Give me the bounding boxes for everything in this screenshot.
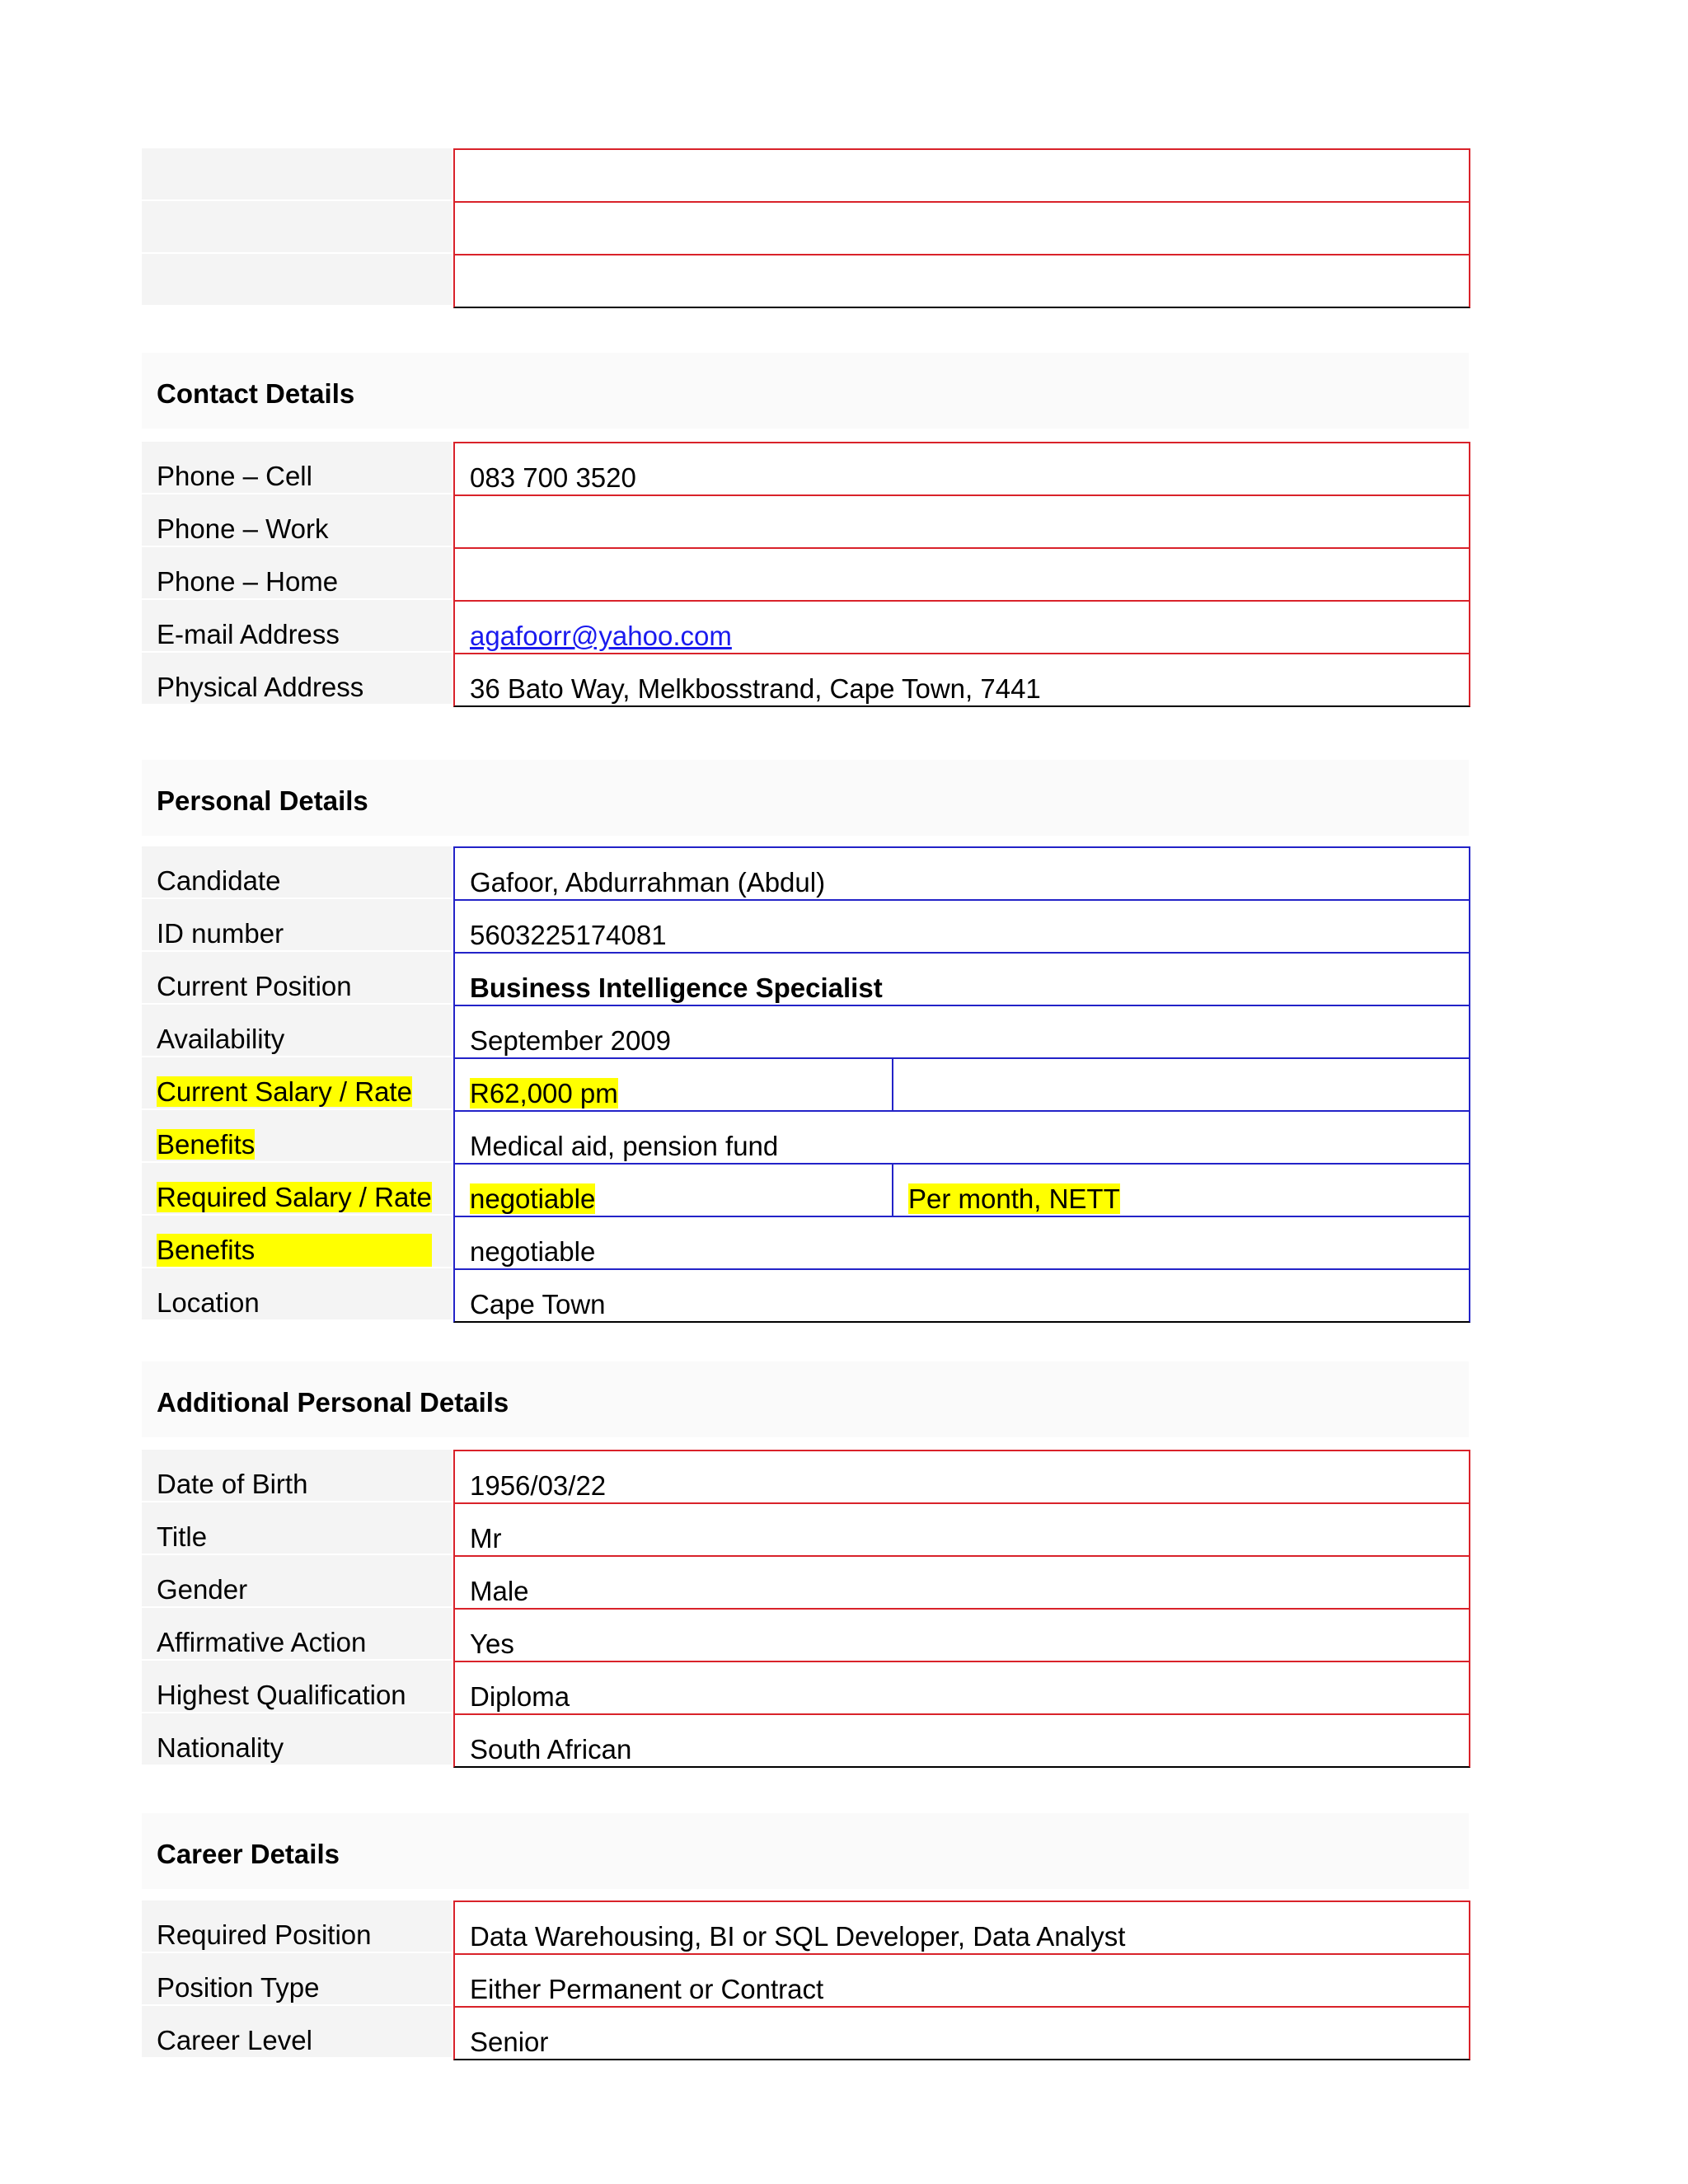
- row-value: [453, 201, 1470, 254]
- required-salary-value: [453, 1163, 893, 1216]
- personal-details-heading: Personal Details: [157, 785, 368, 816]
- table-row: [142, 547, 1472, 600]
- additional-details-table: [142, 1450, 1472, 1766]
- row-label: Date of Birth: [142, 1450, 452, 1501]
- row-label: [142, 148, 452, 199]
- row-label: [142, 254, 452, 305]
- candidate-value: Gafoor, Abdurrahman (Abdul): [453, 846, 1470, 899]
- table-row: [142, 1713, 1472, 1766]
- section-title-background: [142, 1813, 1469, 1889]
- affirmative-action-value: Yes: [453, 1608, 1470, 1661]
- row-label: Availability: [142, 1005, 452, 1056]
- table-row: [142, 254, 1472, 307]
- table-row: [142, 1216, 1472, 1268]
- row-label: [142, 201, 452, 252]
- current-position-value: Business Intelligence Specialist: [453, 952, 1470, 1005]
- career-level-value: Senior: [453, 2006, 1470, 2060]
- phone-home-value: [453, 547, 1470, 600]
- phone-work-value: [453, 494, 1470, 547]
- phone-cell-value: 083 700 3520: [453, 442, 1470, 494]
- table-row: [142, 899, 1472, 952]
- highlighted-label: Benefits: [157, 1234, 432, 1267]
- row-label: Physical Address: [142, 653, 452, 704]
- table-row: [142, 1608, 1472, 1661]
- personal-details-table: [142, 846, 1472, 1321]
- table-row: [142, 653, 1472, 705]
- table-row: [142, 1502, 1472, 1555]
- row-label: Gender: [142, 1555, 452, 1606]
- row-label: Affirmative Action: [142, 1608, 452, 1659]
- table-row: [142, 1005, 1472, 1057]
- table-row: [142, 1057, 1472, 1110]
- table-row: [142, 1900, 1472, 1953]
- row-label: Phone – Work: [142, 494, 452, 546]
- location-value: Cape Town: [453, 1268, 1470, 1323]
- current-salary-value: [453, 1057, 893, 1110]
- highest-qualification-value: Diploma: [453, 1661, 1470, 1713]
- table-row: [142, 846, 1472, 899]
- top-table: [142, 148, 1472, 307]
- row-label: E-mail Address: [142, 600, 452, 651]
- date-of-birth-value: 1956/03/22: [453, 1450, 1470, 1502]
- additional-details-heading: Additional Personal Details: [157, 1387, 509, 1418]
- table-row: [142, 201, 1472, 254]
- row-value: [453, 148, 1470, 201]
- table-row: [142, 442, 1472, 494]
- required-position-value: Data Warehousing, BI or SQL Developer, Data Analyst: [453, 1900, 1470, 1953]
- highlighted-label: Current Salary / Rate: [157, 1076, 412, 1107]
- row-label: Required Position: [142, 1900, 452, 1952]
- required-benefits-value: negotiable: [453, 1216, 1470, 1268]
- row-label: Position Type: [142, 1953, 452, 2004]
- row-value: [453, 254, 1470, 308]
- highlighted-value: R62,000 pm: [470, 1078, 618, 1108]
- availability-value: September 2009: [453, 1005, 1470, 1057]
- career-details-heading: Career Details: [157, 1839, 340, 1869]
- nationality-value: South African: [453, 1713, 1470, 1768]
- table-row: [142, 2006, 1472, 2059]
- table-row: [142, 1110, 1472, 1163]
- row-label: Phone – Home: [142, 547, 452, 598]
- contact-details-heading: Contact Details: [157, 378, 355, 409]
- highlighted-value: negotiable: [470, 1183, 596, 1214]
- row-label: Phone – Cell: [142, 442, 452, 493]
- table-row: [142, 494, 1472, 547]
- physical-address-value: 36 Bato Way, Melkbosstrand, Cape Town, 7441: [453, 653, 1470, 707]
- table-row: [142, 1268, 1472, 1321]
- row-label: [142, 1163, 452, 1214]
- row-label: [142, 1216, 452, 1267]
- row-label: Nationality: [142, 1713, 452, 1765]
- title-value: Mr: [453, 1502, 1470, 1555]
- highlighted-label: Benefits: [157, 1129, 256, 1160]
- email-link[interactable]: agafoorr@yahoo.com: [470, 621, 732, 651]
- highlighted-value: Per month, NETT: [908, 1183, 1120, 1214]
- row-label: Highest Qualification: [142, 1661, 452, 1712]
- row-label: Current Position: [142, 952, 452, 1003]
- required-salary-extra: [892, 1163, 1470, 1216]
- benefits-value: Medical aid, pension fund: [453, 1110, 1470, 1163]
- row-label: [142, 1057, 452, 1108]
- current-salary-extra: [892, 1057, 1470, 1110]
- table-row: [142, 1163, 1472, 1216]
- email-value: [453, 600, 1470, 653]
- table-row: [142, 1555, 1472, 1608]
- id-number-value: 5603225174081: [453, 899, 1470, 952]
- row-label: ID number: [142, 899, 452, 950]
- position-type-value: Either Permanent or Contract: [453, 1953, 1470, 2006]
- row-label: Location: [142, 1268, 452, 1319]
- table-row: [142, 1953, 1472, 2006]
- table-row: [142, 1661, 1472, 1713]
- gender-value: Male: [453, 1555, 1470, 1608]
- table-row: [142, 600, 1472, 653]
- contact-details-table: [142, 442, 1472, 705]
- row-label: [142, 1110, 452, 1161]
- table-row: [142, 1450, 1472, 1502]
- table-row: [142, 952, 1472, 1005]
- table-row: [142, 148, 1472, 201]
- row-label: Candidate: [142, 846, 452, 898]
- career-details-table: [142, 1900, 1472, 2059]
- row-label: Career Level: [142, 2006, 452, 2057]
- row-label: Title: [142, 1502, 452, 1554]
- highlighted-label: Required Salary / Rate: [157, 1182, 432, 1212]
